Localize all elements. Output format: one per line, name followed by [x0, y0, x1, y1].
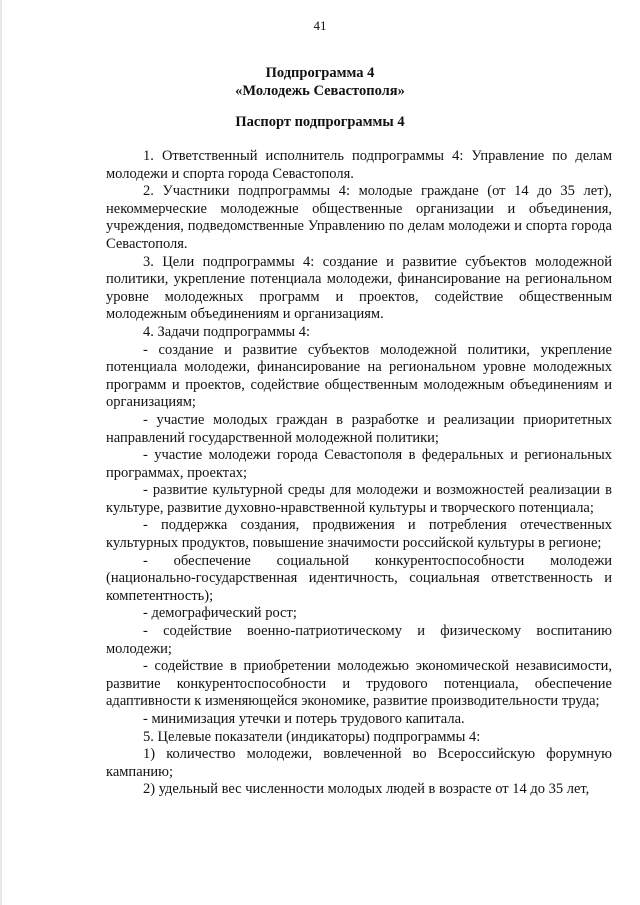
paragraph-tasks-heading: 4. Задачи подпрограммы 4: — [143, 323, 310, 340]
task-item: - минимизация утечки и потерь трудового капитала. — [143, 711, 465, 727]
task-item: - содействие военно-патриотическому и физическому воспитанию молодежи; — [106, 623, 612, 657]
task-item: - развитие культурной среды для молодежи и возможностей реализации в культуре, развитие духовно-нравственной культуры и творческого потенциала; — [106, 482, 612, 516]
subprogram-title: Подпрограмма 4 — [265, 65, 375, 81]
task-item: - участие молодых граждан в разработке и реализации приоритетных направлений государственной молодежной политики; — [106, 411, 612, 446]
task-item: - поддержка создания, продвижения и потребления отечественных культурных продуктов, повышение значимости российской культуры в регионе; — [106, 517, 612, 552]
indicator-item: 2) удельный вес численности молодых людей в возрасте от 14 до 35 лет, — [143, 781, 590, 798]
document-body — [106, 148, 612, 799]
task-item: - создание и развитие субъектов молодежной политики, укрепление потенциала молодежи, финансирование на региональном уровне молодежных программ и проектов, содействие общественным молодежным объединениям и организациям; — [106, 341, 612, 411]
paragraph-responsible: 1. Ответственный исполнитель подпрограммы 4: Управление по делам молодежи и спорта города Севастополя. — [106, 148, 612, 182]
paragraph-participants: 2. Участники подпрограммы 4: молодые граждане (от 14 до 35 лет), некоммерческие молодежные общественные организации и объединения, учреждения, подведомственные Управлению по делам молодежи и спорта города Севастополя. — [106, 183, 612, 252]
page-number: 41 — [313, 18, 327, 33]
task-item: - содействие в приобретении молодежью экономической независимости, развитие конкурентоспособности и трудового потенциала, обеспечение адаптивности к изменяющейся экономике, развитие производительности труда; — [106, 658, 612, 710]
scan-edge — [0, 0, 2, 905]
task-item: - участие молодежи города Севастополя в федеральных и региональных программах, проектах; — [106, 447, 612, 481]
task-item: - демографический рост; — [143, 605, 297, 622]
paragraph-goals: 3. Цели подпрограммы 4: создание и развитие субъектов молодежной политики, укрепление потенциала молодежи, финансирование на региональном уровне молодежных программ и проектов, содействие общественным молодежным объединениям и организациям. — [106, 253, 612, 323]
passport-title: Паспорт подпрограммы 4 — [235, 114, 405, 130]
subprogram-name: «Молодежь Севастополя» — [235, 83, 405, 99]
task-item: - обеспечение социальной конкурентоспособности молодежи (национально-государственная идентичность, социальная ответственность и компетентность); — [106, 552, 612, 604]
paragraph-indicators-heading: 5. Целевые показатели (индикаторы) подпрограммы 4: — [143, 728, 481, 745]
indicator-item: 1) количество молодежи, вовлеченной во Всероссийскую форумную кампанию; — [106, 746, 612, 780]
